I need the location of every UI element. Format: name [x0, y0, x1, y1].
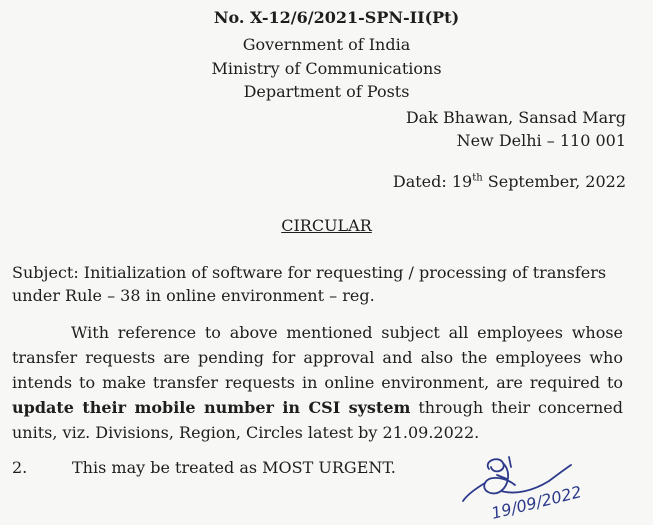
paragraph-2-text: This may be treated as MOST URGENT.	[72, 458, 396, 477]
signature-date: 19/09/2022	[489, 482, 584, 523]
subject-line	[12, 261, 612, 307]
paragraph-1-text-a: With reference to above mentioned subject all employees whose transfer requests are pending for approval and also the employees who intends to make transfer requests in online environment, are required to	[12, 323, 623, 392]
paragraph-1	[12, 320, 623, 445]
address-line-2: New Delhi – 110 001	[456, 131, 626, 150]
date-prefix: Dated: 19	[392, 172, 473, 191]
signature	[445, 445, 595, 525]
ministry-line: Ministry of Communications	[211, 59, 442, 78]
paragraph-2	[12, 458, 396, 477]
subject-text: Initialization of software for requesting / processing of transfers under Rule – 38 in online environment – reg.	[12, 263, 607, 305]
government-line: Government of India	[242, 35, 411, 54]
address-line-1: Dak Bhawan, Sansad Marg	[405, 108, 626, 127]
subject-label: Subject:	[12, 263, 79, 282]
paragraph-1-bold: update their mobile number in CSI system	[12, 398, 411, 417]
department-line: Department of Posts	[243, 82, 410, 101]
date-line	[393, 172, 626, 191]
reference-number: No. X-12/6/2021-SPN-II(Pt)	[213, 8, 460, 27]
paragraph-2-number: 2.	[12, 458, 28, 477]
date-rest: September, 2022	[482, 172, 626, 191]
date-ordinal: th	[472, 172, 483, 184]
document-title: CIRCULAR	[281, 216, 372, 235]
paragraph-1-text-b: through their concerned units, viz. Divisions, Region, Circles latest by 21.09.2022.	[12, 398, 623, 442]
